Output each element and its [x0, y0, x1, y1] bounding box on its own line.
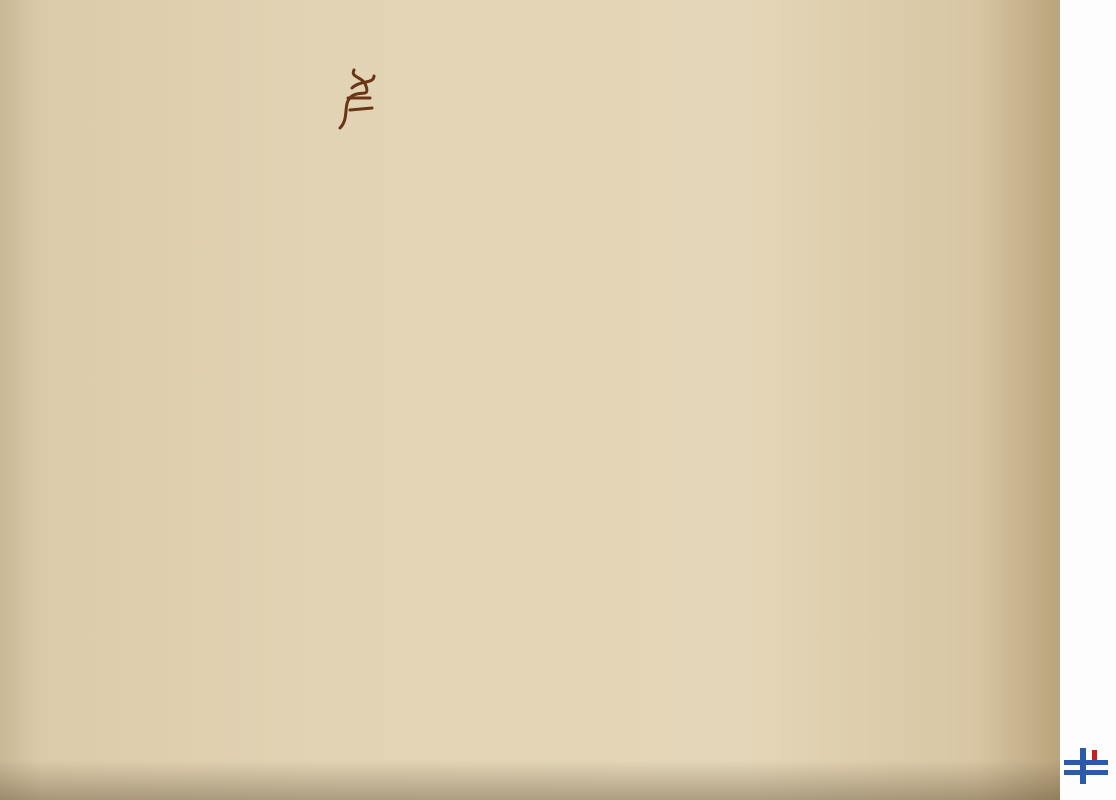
library-sidebar	[1060, 0, 1116, 800]
rotated-text-block	[40, 40, 1020, 760]
library-logo	[1064, 748, 1108, 784]
